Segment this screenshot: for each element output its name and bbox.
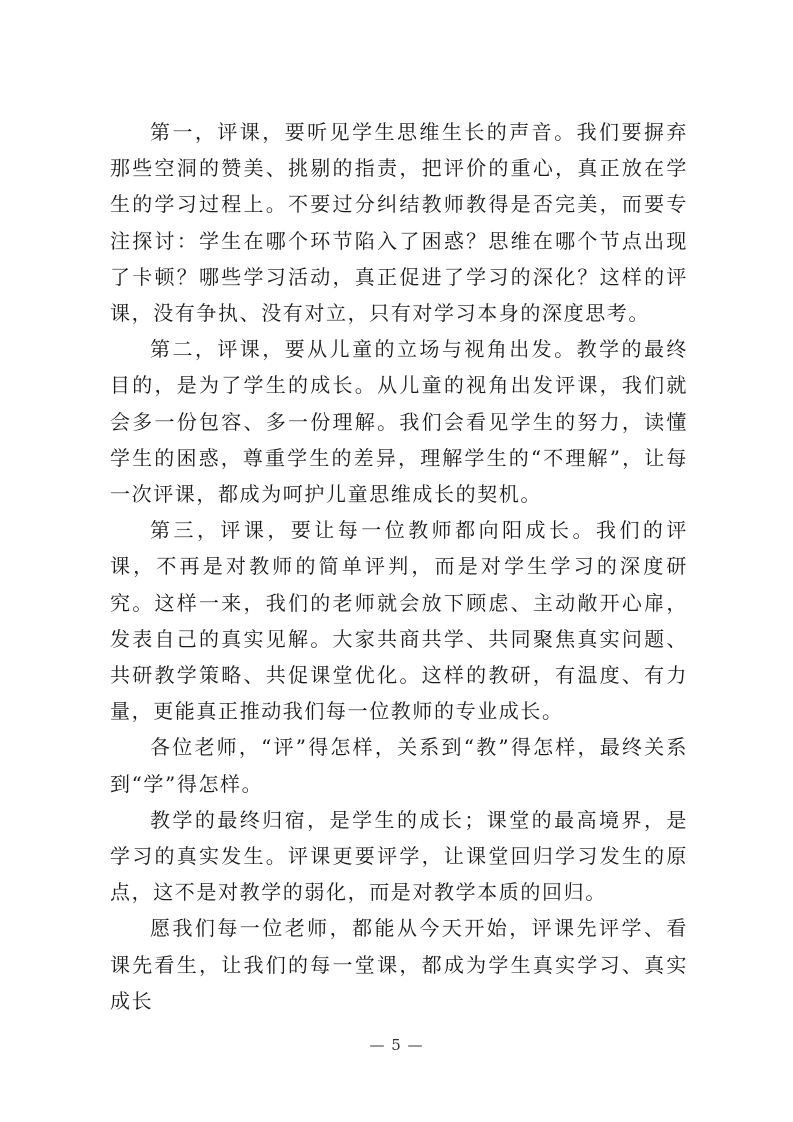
paragraph-1: 第一，评课，要听见学生思维生长的声音。我们要摒弃那些空洞的赞美、挑剔的指责，把评价的重心，真正放在学生的学习过程上。不要过分纠结教师教得是否完美，而要专注探讨：学生在哪个环节陷入了困惑？思维在哪个节点出现了卡顿？哪些学习活动，真正促进了学习的深化？这样的评课，没有争执、没有对立，只有对学习本身的深度思考。 — [110, 120, 688, 326]
page-number: — 5 — — [369, 1036, 424, 1054]
paragraph-3: 第三，评课，要让每一位教师都向阳成长。我们的评课，不再是对教师的简单评判，而是对学生学习的深度研究。这样一来，我们的老师就会放下顾虑、主动敞开心扉，发表自己的真实见解。大家共商共学、共同聚焦真实问题、共研教学策略、共促课堂优化。这样的教研，有温度、有力量，更能真正推动我们每一位教师的专业成长。 — [110, 518, 688, 724]
paragraph-4: 各位老师，“评”得怎样，关系到“教”得怎样，最终关系到“学”得怎样。 — [110, 735, 688, 796]
paragraph-5: 教学的最终归宿，是学生的成长；课堂的最高境界，是学习的真实发生。评课更要评学，让课堂回归学习发生的原点，这不是对教学的弱化，而是对教学本质的回归。 — [110, 807, 688, 905]
paragraph-6: 愿我们每一位老师，都能从今天开始，评课先评学、看课先看生，让我们的每一堂课，都成为学生真实学习、真实成长 — [110, 916, 688, 1013]
paragraph-2: 第二，评课，要从儿童的立场与视角出发。教学的最终目的，是为了学生的成长。从儿童的视角出发评课，我们就会多一份包容、多一份理解。我们会看见学生的努力，读懂学生的困惑，尊重学生的差异，理解学生的“不理解”，让每一次评课，都成为呵护儿童思维成长的契机。 — [110, 337, 688, 507]
body-text — [110, 114, 688, 1019]
